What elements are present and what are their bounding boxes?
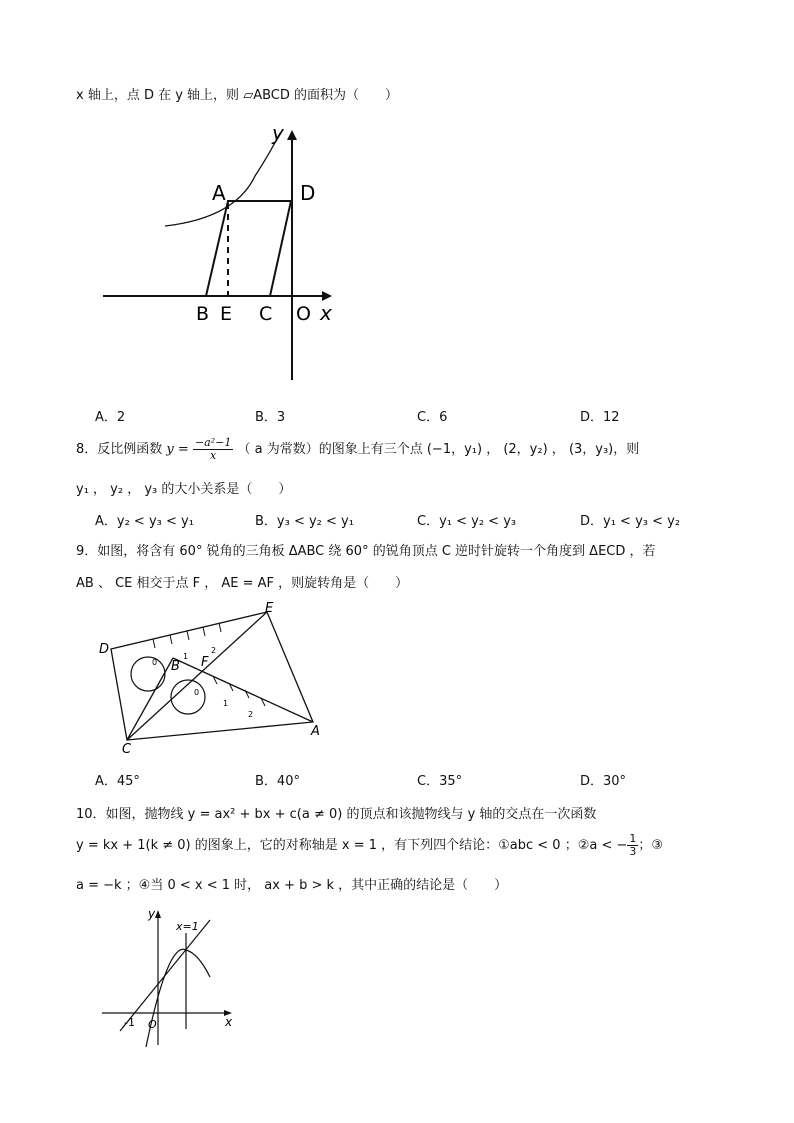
q9-option-d[interactable]: D．30° — [580, 774, 627, 789]
q9-label-f: F — [201, 655, 209, 670]
q10-line1: 10．如图，抛物线 y = ax² + bx + c(a ≠ 0) 的顶点和该抛物线与 y 轴的交点在一次函数 — [76, 807, 597, 822]
q7-label-d: D — [300, 181, 316, 205]
q9-label-c: C — [122, 742, 132, 757]
q9-label-d: D — [99, 642, 110, 657]
q10-figure — [100, 905, 240, 1055]
q8-option-b[interactable]: B．y₃ < y₂ < y₁ — [255, 514, 354, 529]
q8-line2: y₁ ， y₂ ， y₃ 的大小关系是（ ） — [76, 482, 292, 497]
q10-label-o: O — [148, 1018, 157, 1031]
q7-option-b[interactable]: B．3 — [255, 410, 286, 425]
q7-figure — [100, 118, 340, 383]
q7-label-c: C — [259, 303, 273, 325]
q7-stem: x 轴上，点 D 在 y 轴上，则 ▱ABCD 的面积为（ ） — [76, 88, 398, 103]
q9-label-a: A — [311, 724, 320, 739]
q7-label-a: A — [212, 181, 226, 205]
q9-label-e: E — [265, 601, 274, 616]
q7-option-d[interactable]: D．12 — [580, 410, 620, 425]
q10-fraction: $\frac{1}{3}$ — [629, 832, 637, 858]
q9-line1: 9．如图，将含有 60° 锐角的三角板 ΔABC 绕 60° 的锐角顶点 C 逆时针旋转一个角度到 ΔECD ，若 — [76, 544, 656, 559]
q8-option-d[interactable]: D．y₁ < y₃ < y₂ — [580, 514, 681, 529]
q10-line2: y = kx + 1(k ≠ 0) 的图象上，它的对称轴是 x = 1 ，有下列四个结论：①abc < 0 ；②a < − $\frac{1}{3}$ ；③ — [76, 832, 664, 858]
q8-function-fraction: $\frac{\text{−a²−1}}{x}$ — [194, 436, 232, 462]
q7-label-e: E — [220, 303, 233, 325]
q7-label-y: y — [272, 121, 284, 145]
q7-label-o: O — [296, 303, 311, 325]
q9-tick-0b: 0 — [194, 688, 200, 697]
q10-label-y: y — [148, 907, 156, 921]
q7-label-x: x — [320, 301, 332, 325]
q8-option-c[interactable]: C．y₁ < y₂ < y₃ — [417, 514, 517, 529]
q9-line2: AB 、 CE 相交于点 F ， AE = AF ，则旋转角是（ ） — [76, 576, 409, 591]
q8-option-a[interactable]: A．y₂ < y₃ < y₁ — [95, 514, 194, 529]
q7-label-b: B — [196, 303, 210, 325]
q9-tick-1b: 1 — [223, 699, 229, 708]
q9-tick-2b: 2 — [248, 710, 254, 719]
q8-line1: 8．反比例函数 y = $\frac{\text{−a²−1}}{x}$ （ a 为常数）的图象上有三个点 (−1，y₁) ， (2，y₂) ， (3，y₃)，则 — [76, 436, 640, 462]
q7-option-a[interactable]: A．2 — [95, 410, 126, 425]
q10-line3: a = −k ；④当 0 < x < 1 时， ax + b > k ，其中正确的结论是（ ） — [76, 878, 508, 893]
q9-option-b[interactable]: B．40° — [255, 774, 300, 789]
q9-tick-0a: 0 — [152, 658, 158, 667]
q9-tick-2a: 2 — [211, 646, 217, 655]
q9-option-a[interactable]: A．45° — [95, 774, 140, 789]
q9-figure — [95, 600, 335, 760]
q10-label-neg1: -1 — [124, 1016, 135, 1029]
q9-tick-1a: 1 — [183, 652, 189, 661]
q9-label-b: B — [171, 659, 180, 674]
q9-option-c[interactable]: C．35° — [417, 774, 463, 789]
q10-label-axis: x=1 — [176, 920, 199, 933]
q10-label-x: x — [225, 1015, 233, 1029]
q7-option-c[interactable]: C．6 — [417, 410, 448, 425]
